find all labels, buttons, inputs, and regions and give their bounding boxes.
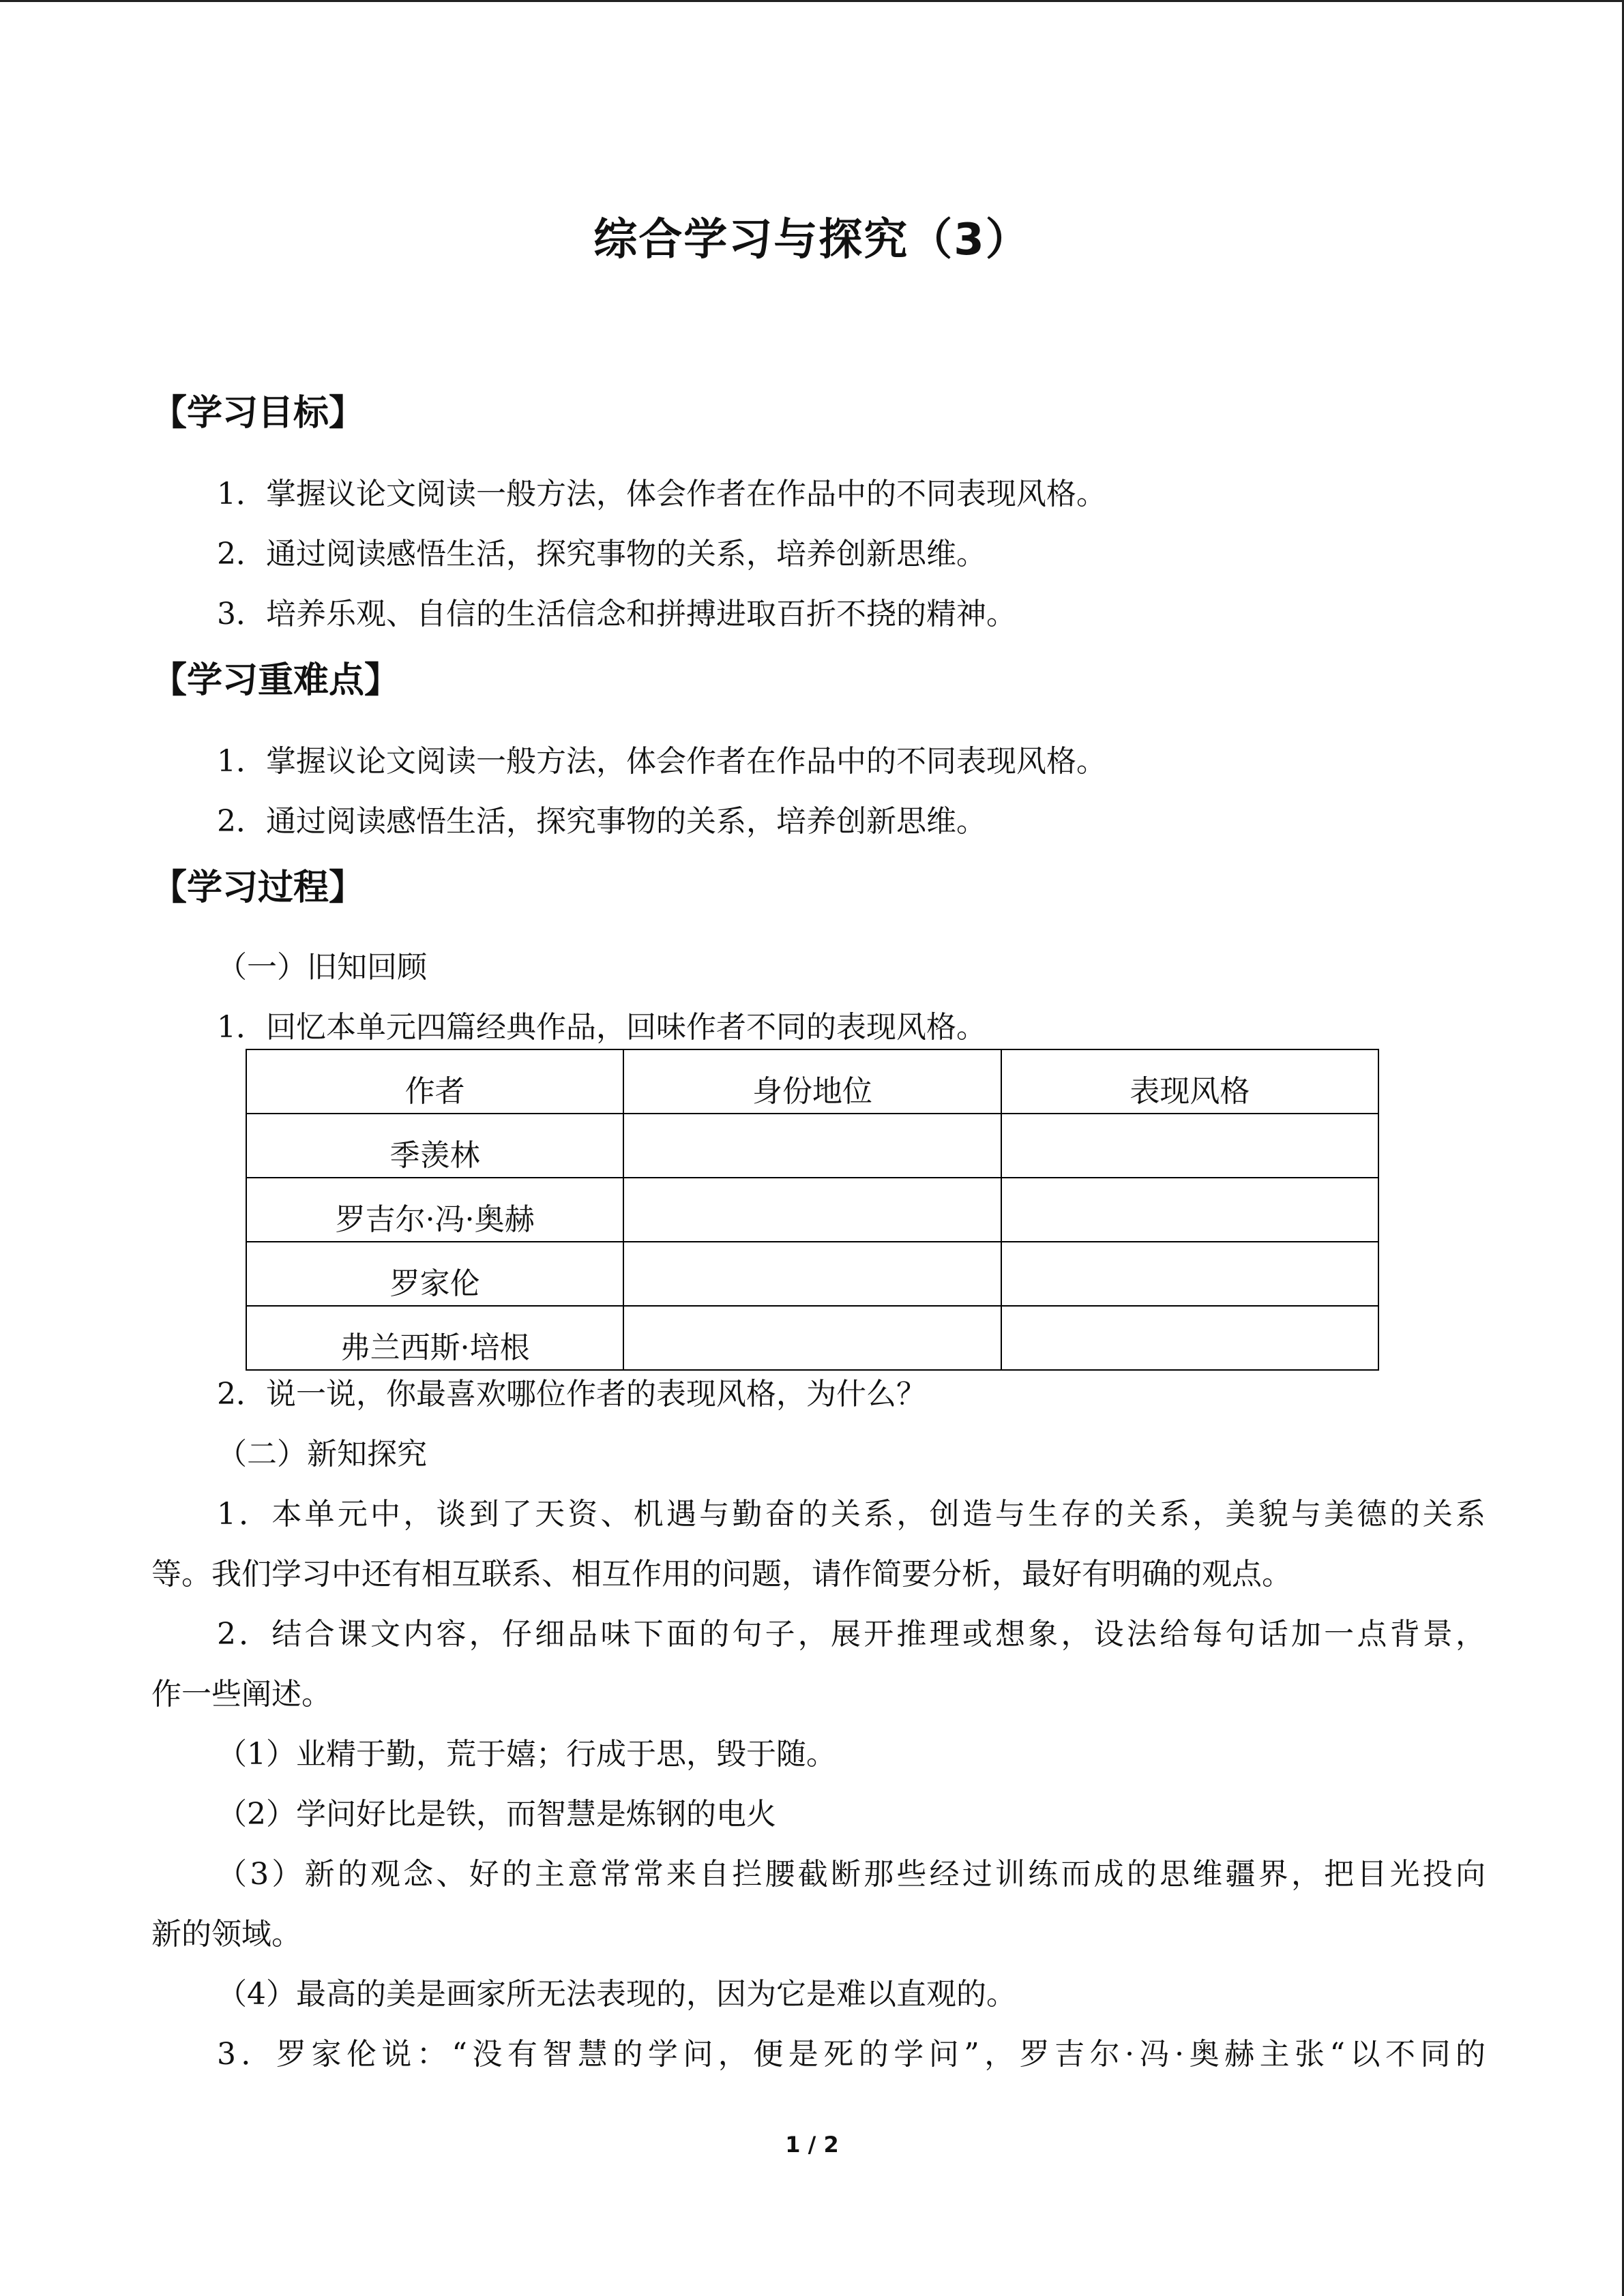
review-question-1: 1．回忆本单元四篇经典作品，回味作者不同的表现风格。 [217,1010,986,1045]
section-heading-key-points: 【学习重难点】 [151,660,400,701]
table-cell-author: 季羡林 [246,1114,623,1178]
table-row [246,1306,1378,1370]
table-header-style: 表现风格 [1001,1049,1378,1114]
table-header-author: 作者 [246,1049,623,1114]
page-edge-top [0,0,1624,2]
table-header-row [246,1049,1378,1114]
table-header-status: 身份地位 [623,1049,1001,1114]
section-heading-goals: 【学习目标】 [151,393,365,434]
goal-item-2: 2．通过阅读感悟生活，探究事物的关系，培养创新思维。 [217,537,986,571]
table-cell-status[interactable] [623,1178,1001,1242]
page-title: 综合学习与探究（3） [593,215,1031,265]
section-heading-process: 【学习过程】 [151,867,365,908]
table-row [246,1114,1378,1178]
table-cell-status[interactable] [623,1114,1001,1178]
explore-question-2-line-1: 2．结合课文内容，仔细品味下面的句子，展开推理或想象，设法给每句话加一点背景， [217,1617,1486,1652]
review-question-2: 2．说一说，你最喜欢哪位作者的表现风格，为什么？ [217,1377,926,1412]
explore-question-1-line-2: 等。我们学习中还有相互联系、相互作用的问题，请作简要分析，最好有明确的观点。 [151,1557,1292,1592]
authors-table [246,1049,1379,1371]
sentence-3-line-2: 新的领域。 [151,1917,301,1952]
table-cell-style[interactable] [1001,1242,1378,1306]
explore-question-3-line-1: 3．罗家伦说：“没有智慧的学问，便是死的学问”，罗吉尔·冯·奥赫主张“以不同的 [217,2037,1486,2072]
sentence-2: （2）学问好比是铁，而智慧是炼钢的电火 [217,1797,776,1832]
explore-title: （二）新知探究 [217,1437,427,1472]
explore-question-1-line-1: 1．本单元中，谈到了天资、机遇与勤奋的关系，创造与生存的关系，美貌与美德的关系 [217,1497,1486,1532]
table-cell-style[interactable] [1001,1178,1378,1242]
table-cell-author: 罗吉尔·冯·奥赫 [246,1178,623,1242]
table-cell-style[interactable] [1001,1306,1378,1370]
table-cell-author: 弗兰西斯·培根 [246,1306,623,1370]
table-row [246,1242,1378,1306]
table-cell-status[interactable] [623,1306,1001,1370]
page-number: 1 / 2 [785,2132,839,2158]
table-cell-status[interactable] [623,1242,1001,1306]
table-row [246,1178,1378,1242]
review-title: （一）旧知回顾 [217,950,427,985]
sentence-3-line-1: （3）新的观念、好的主意常常来自拦腰截断那些经过训练而成的思维疆界，把目光投向 [217,1857,1486,1892]
explore-question-2-line-2: 作一些阐述。 [151,1677,331,1712]
table-cell-style[interactable] [1001,1114,1378,1178]
goal-item-3: 3．培养乐观、自信的生活信念和拼搏进取百折不挠的精神。 [217,597,1016,631]
key-point-item-1: 1．掌握议论文阅读一般方法，体会作者在作品中的不同表现风格。 [217,744,1106,779]
sentence-1: （1）业精于勤，荒于嬉；行成于思，毁于随。 [217,1737,836,1772]
sentence-4: （4）最高的美是画家所无法表现的，因为它是难以直观的。 [217,1977,1016,2012]
table-cell-author: 罗家伦 [246,1242,623,1306]
goal-item-1: 1．掌握议论文阅读一般方法，体会作者在作品中的不同表现风格。 [217,477,1106,511]
key-point-item-2: 2．通过阅读感悟生活，探究事物的关系，培养创新思维。 [217,804,986,839]
